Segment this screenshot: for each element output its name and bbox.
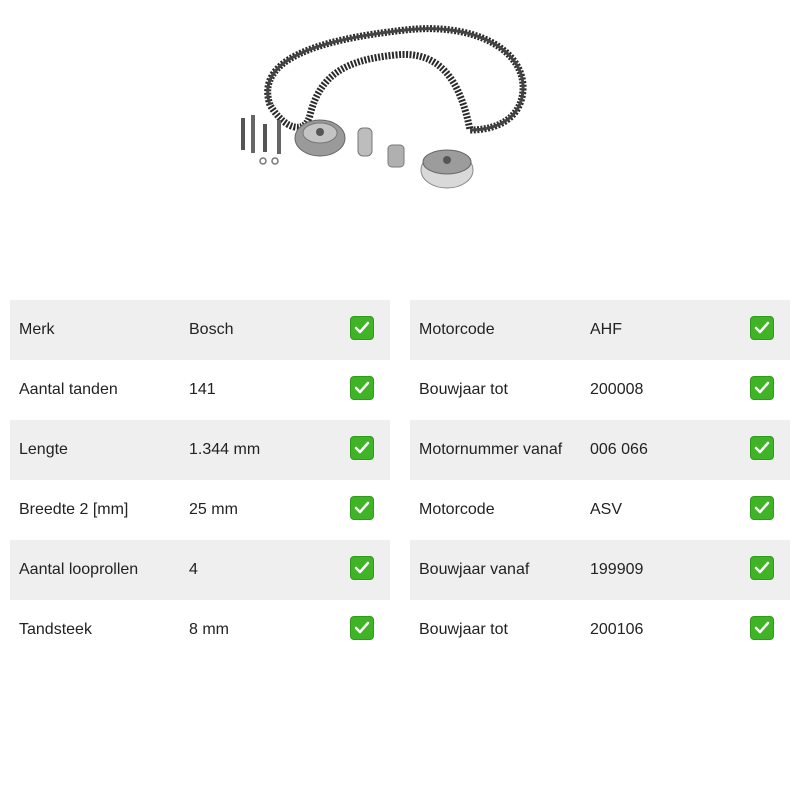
- check-icon: [350, 496, 374, 520]
- spec-value: 25 mm: [189, 501, 238, 518]
- check-icon: [750, 376, 774, 400]
- spec-label: Lengte: [19, 441, 68, 458]
- spec-value: ASV: [590, 501, 623, 518]
- spec-value: 1.344 mm: [189, 441, 261, 458]
- spec-label: Bouwjaar tot: [419, 381, 508, 398]
- spec-value: 200106: [590, 621, 644, 638]
- spec-label: Aantal looprollen: [19, 561, 139, 578]
- spec-row: [10, 360, 390, 420]
- check-icon: [750, 616, 774, 640]
- timing-belt-kit-image: [225, 20, 535, 195]
- check-icon: [750, 496, 774, 520]
- check-icon: [750, 316, 774, 340]
- spec-value: 200008: [590, 381, 644, 398]
- check-icon: [750, 436, 774, 460]
- spec-value: Bosch: [189, 321, 234, 338]
- check-icon: [750, 556, 774, 580]
- spec-row: [10, 420, 390, 480]
- spec-row: [10, 540, 390, 600]
- spec-row: [410, 300, 790, 360]
- spec-row: [10, 300, 390, 360]
- spec-value: 199909: [590, 561, 644, 578]
- check-icon: [350, 376, 374, 400]
- spec-row: [10, 480, 390, 540]
- spec-row: [410, 480, 790, 540]
- check-icon: [350, 316, 374, 340]
- spec-row: [10, 600, 390, 660]
- spec-label: Merk: [19, 321, 55, 338]
- spec-value: 006 066: [590, 441, 648, 458]
- spec-table-left: [10, 300, 390, 660]
- spec-row: [410, 420, 790, 480]
- spec-row: [410, 360, 790, 420]
- spec-table-right: [410, 300, 790, 660]
- spec-value: 141: [189, 381, 216, 398]
- check-icon: [350, 436, 374, 460]
- check-icon: [350, 556, 374, 580]
- spec-row: [410, 540, 790, 600]
- check-icon: [350, 616, 374, 640]
- spec-label: Bouwjaar vanaf: [419, 561, 530, 578]
- spec-value: 8 mm: [189, 621, 229, 638]
- spec-label: Bouwjaar tot: [419, 621, 508, 638]
- spec-value: 4: [189, 561, 198, 578]
- spec-label: Aantal tanden: [19, 381, 118, 398]
- spec-row: [410, 600, 790, 660]
- spec-label: Breedte 2 [mm]: [19, 501, 129, 518]
- spec-value: AHF: [590, 321, 622, 338]
- spec-label: Motorcode: [419, 501, 495, 518]
- spec-label: Motornummer vanaf: [419, 441, 563, 458]
- spec-label: Motorcode: [419, 321, 495, 338]
- spec-label: Tandsteek: [19, 621, 92, 638]
